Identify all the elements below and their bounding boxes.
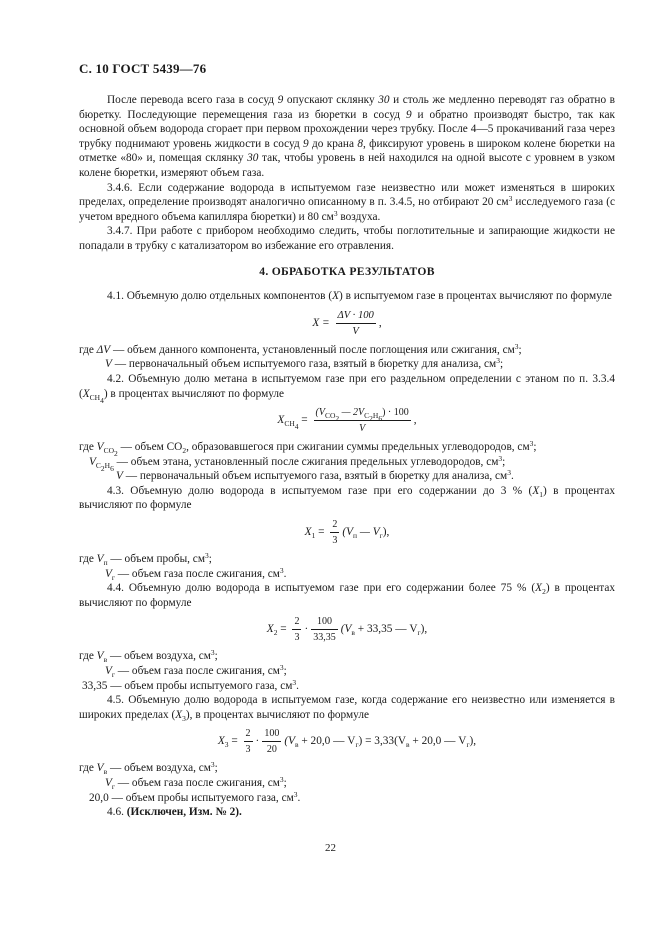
definition-v-sample: где $V_п$ — объем пробы, $см^3$; bbox=[79, 551, 212, 568]
definition-v-c2h6: $V_{C_2H_6}$ — объем этана, установленный после сжигания предельных углеводородов, $см^3$; bbox=[89, 453, 506, 473]
paragraph-transfer: После перевода всего газа в сосуд 9 опускают склянку 30 и столь же медленно переводят газ обратно в бюретку. Последующие перемещения газа из бюретки в сосуд 9 и обратно производят быстро, так как основной объем водорода сгорает при первом прохождении через трубку. После 4—5 прокачиваний газа через трубку поднимают уровень жидкости в сосуд 9 до крана 8, фиксируют уровень в широком колене бюретки на отметке «80» и, помещая склянку 30 так, чтобы уровень в ней находился на одной высоте с уровнем в узком колене бюретки, измеряют объем газа. bbox=[79, 94, 616, 179]
formula-4-3: $X_1$ = $\frac{2}{3}$ ($V_п$ — $V_г$), bbox=[304, 519, 390, 547]
definition-v-burned-3: $V_г$ — объем газа после сжигания, $см^3$; bbox=[105, 775, 287, 791]
document-body bbox=[79, 93, 615, 820]
paragraph-4-3: 4.3. Объемную долю водорода в испытуемом газе при его содержании до 3 % $(X_1)$ в процентах вычисляют по формуле bbox=[79, 484, 615, 512]
definition-v-burned: $V_г$ — объем газа после сжигания, $см^3$. bbox=[105, 565, 287, 582]
formula-4-4: $X_2$ = $\frac{2}{3}$ · $\frac{100}{33,35}$ ($V_в + 33,35$ — $V_г$), bbox=[266, 616, 428, 644]
page-number: 22 bbox=[325, 842, 336, 854]
paragraph-4-6: 4.6. (Исключен, Изм. № 2). bbox=[107, 806, 242, 819]
formula-4-1: X = $\frac{\Delta V \cdot 100}{V}$ , bbox=[312, 309, 382, 337]
definition-sample-volume-2: 20,0 — объем пробы испытуемого газа, $см^3$. bbox=[89, 789, 301, 804]
paragraph-4-4: 4.4. Объемную долю водорода в испытуемом газе при его содержании более 75 % $(X_2)$ в процентах вычисляют по формуле bbox=[79, 582, 615, 609]
paragraph-4-1: 4.1. Объемную долю отдельных компонентов (X) в испытуемом газе в процентах вычисляют по формуле bbox=[107, 290, 612, 303]
definition-v-co2: где $V_{CO_2}$ — объем $CO_2$, образовавшегося при сжигании суммы предельных углеводородов, $см^3$; bbox=[79, 439, 537, 459]
paragraph-4-2: 4.2. Объемную долю метана в испытуемом газе при его раздельном определении с этаном по п. 3.3.4 $(X_{CH_4})$ в процентах вычисляют по формуле bbox=[79, 372, 615, 405]
formula-4-2: $X_{CH_4}$ = $\frac{(V_{CO_2} — 2V_{C_2H_6}) \cdot 100}{V}$ , bbox=[277, 407, 417, 435]
section-title: 4. ОБРАБОТКА РЕЗУЛЬТАТОВ bbox=[259, 264, 435, 278]
paragraph-4-5: 4.5. Объемную долю водорода в испытуемом газе, когда содержание его неизвестно или изменяется в широких пределах $(X_3)$, в процентах вычисляют по формуле bbox=[79, 694, 615, 723]
definition-sample-volume: 33,35 — объем пробы испытуемого газа, $см^3$. bbox=[82, 677, 299, 692]
definition-delta-v: где ΔV — объем данного компонента, установленный после поглощения или сжигания, $см^3$; bbox=[79, 341, 522, 356]
definition-v-air: где $V_в$ — объем воздуха, $см^3$; bbox=[79, 648, 218, 665]
formula-4-5: $X_3$ = $\frac{2}{3}$ · $\frac{100}{20}$ ($V_в + 20,0$ — $V_г) = 3,33(V_в + 20,0$ — $V_г$), bbox=[217, 728, 477, 756]
paragraph-3-4-6: 3.4.6. Если содержание водорода в испытуемом газе неизвестно или может изменяться в широких пределах, определение производят аналогично описанному в п. 3.4.5, но отбирают 20 $см^3$ исследуемого газа (с учетом вредного объема капилляра бюретки) и 80 $см^3$ воздуха. bbox=[79, 181, 616, 223]
page-header: С. 10 ГОСТ 5439—76 bbox=[79, 61, 207, 76]
definition-v: V — первоначальный объем испытуемого газа, взятый в бюретку для анализа, $см^3$; bbox=[105, 356, 504, 371]
definition-v-initial: V — первоначальный объем испытуемого газа, взятый в бюретку для анализа, $см^3$. bbox=[116, 468, 514, 483]
definition-v-air-2: где $V_в$ — объем воздуха, $см^3$; bbox=[79, 760, 218, 777]
definition-v-burned-2: $V_г$ — объем газа после сжигания, $см^3$; bbox=[105, 663, 287, 680]
paragraph-3-4-7: 3.4.7. При работе с прибором необходимо следить, чтобы поглотительные и запирающие жидкости не попадали в трубку с катализатором во избежание его отравления. bbox=[79, 225, 615, 252]
